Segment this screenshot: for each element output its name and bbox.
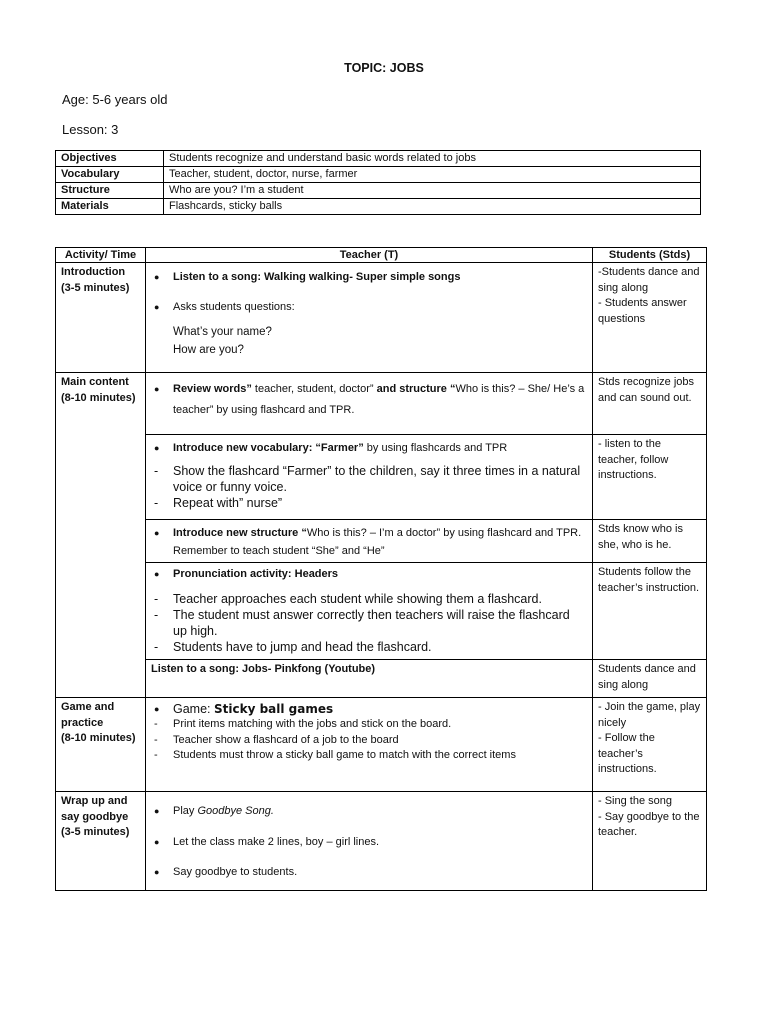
game-lead: Game:	[173, 702, 214, 716]
activity-name: Introduction	[61, 266, 126, 278]
game-step-1: - Print items matching with the jobs and stick on the board.	[151, 717, 587, 733]
pronunciation-step-2: - The student must answer correctly then teachers will raise the flashcard up high.	[151, 607, 587, 639]
info-value: Flashcards, sticky balls	[164, 199, 701, 215]
pronunciation-teacher	[146, 563, 593, 660]
main-row-song	[56, 660, 707, 698]
info-row-vocabulary	[56, 167, 701, 183]
review-students: Stds recognize jobs and can sound out.	[593, 373, 707, 435]
main-row-vocabulary	[56, 435, 707, 520]
vocab-text	[151, 441, 587, 457]
structure-students: Stds know who is she, who is he.	[593, 520, 707, 563]
pronunciation-step-3: - Students have to jump and head the flashcard.	[151, 639, 587, 655]
main-activity	[56, 373, 146, 698]
wrap-play: Play	[173, 805, 198, 817]
lesson-plan-table	[55, 247, 707, 891]
song-teacher: Listen to a song: Jobs- Pinkfong (Youtube)	[146, 660, 593, 698]
review-method: by using flashcard and TPR.	[213, 404, 355, 416]
wrap-step-3: ● Say goodbye to students.	[151, 865, 587, 881]
info-key: Materials	[56, 199, 164, 215]
wrap-step-2: ● Let the class make 2 lines, boy – girl lines.	[151, 835, 587, 851]
game-step-3: - Students must throw a sticky ball game to match with the correct items	[151, 748, 587, 764]
info-row-structure	[56, 183, 701, 199]
game-activity	[56, 698, 146, 792]
intro-row	[56, 263, 707, 373]
wrap-step-1	[151, 804, 587, 820]
students-text: - Join the game, play nicely - Follow the teacher’s instructions.	[598, 701, 701, 775]
info-key: Vocabulary	[56, 167, 164, 183]
lesson-line: Lesson: 3	[62, 122, 119, 137]
activity-time: (3-5 minutes)	[61, 826, 130, 838]
info-row-materials	[56, 199, 701, 215]
game-title	[151, 701, 587, 717]
activity-time: (8-10 minutes)	[61, 732, 136, 744]
activity-name: Game and practice	[61, 701, 115, 729]
vocab-method: by using flashcards and TPR	[363, 442, 508, 454]
question-how: How are you?	[173, 344, 244, 356]
question-name: What’s your name?	[173, 326, 272, 338]
info-table	[55, 150, 701, 215]
game-students	[593, 698, 707, 792]
structure-lead: Introduce new structure “	[173, 527, 307, 539]
age-line: Age: 5-6 years old	[62, 92, 168, 107]
intro-questions: ● Asks students questions:	[151, 300, 587, 316]
students-text: -Students dance and sing along - Students answer questions	[598, 266, 700, 325]
info-key: Objectives	[56, 151, 164, 167]
header-students: Students (Stds)	[593, 248, 707, 263]
pronunciation-step-1: - Teacher approaches each student while showing them a flashcard.	[151, 591, 587, 607]
game-step-2: - Teacher show a flashcard of a job to the board	[151, 733, 587, 749]
vocab-students: - listen to the teacher, follow instructions.	[593, 435, 707, 520]
vocab-step-1: - Show the flashcard “Farmer” to the children, say it three times in a natural voice or funny voice.	[151, 463, 587, 495]
vocab-teacher	[146, 435, 593, 520]
main-row-review	[56, 373, 707, 435]
review-text	[151, 379, 587, 421]
activity-time: (3-5 minutes)	[61, 281, 130, 294]
info-value: Students recognize and understand basic words related to jobs	[164, 151, 701, 167]
page-title: TOPIC: JOBS	[344, 61, 424, 75]
info-value: Who are you? I’m a student	[164, 183, 701, 199]
review-structure-lead: and structure “	[373, 383, 456, 395]
activity-name: Wrap up and say goodbye	[61, 795, 129, 823]
main-row-pronunciation	[56, 563, 707, 660]
activity-time: (8-10 minutes)	[61, 391, 136, 404]
pronunciation-students: Students follow the teacher’s instruction.	[593, 563, 707, 660]
game-teacher	[146, 698, 593, 792]
wrap-song: Goodbye Song.	[197, 805, 274, 817]
game-name: Sticky ball games	[214, 702, 334, 716]
info-value: Teacher, student, doctor, nurse, farmer	[164, 167, 701, 183]
wrap-teacher	[146, 792, 593, 891]
plan-header-row	[56, 248, 707, 263]
info-row-objectives	[56, 151, 701, 167]
activity-name: Main content	[61, 376, 129, 388]
header-activity: Activity/ Time	[56, 248, 146, 263]
review-structure: Who is this? – She/ He’s a teacher”	[173, 383, 585, 416]
intro-students	[593, 263, 707, 373]
info-key: Structure	[56, 183, 164, 199]
review-teacher	[146, 373, 593, 435]
structure-text	[151, 524, 587, 560]
game-row	[56, 698, 707, 792]
header-teacher: Teacher (T)	[146, 248, 593, 263]
students-text: - Sing the song - Say goodbye to the teacher.	[598, 795, 700, 838]
wrap-students	[593, 792, 707, 891]
intro-song: ● Listen to a song: Walking walking- Super simple songs	[151, 270, 587, 286]
pronunciation-title: ● Pronunciation activity: Headers	[151, 567, 587, 583]
vocab-lead: Introduce new vocabulary: “Farmer”	[173, 442, 364, 454]
review-lead: Review words”	[173, 383, 252, 395]
song-students: Students dance and sing along	[593, 660, 707, 698]
main-row-structure	[56, 520, 707, 563]
structure-method: by using flashcard and TPR. Remember to teach student “She” and “He”	[173, 527, 582, 557]
review-words: teacher, student, doctor”	[251, 383, 374, 395]
vocab-step-2: - Repeat with” nurse”	[151, 495, 587, 511]
wrap-activity	[56, 792, 146, 891]
structure-example: Who is this? – I’m a doctor”	[306, 527, 441, 539]
intro-activity	[56, 263, 146, 373]
wrap-row	[56, 792, 707, 891]
structure-teacher	[146, 520, 593, 563]
intro-teacher	[146, 263, 593, 373]
